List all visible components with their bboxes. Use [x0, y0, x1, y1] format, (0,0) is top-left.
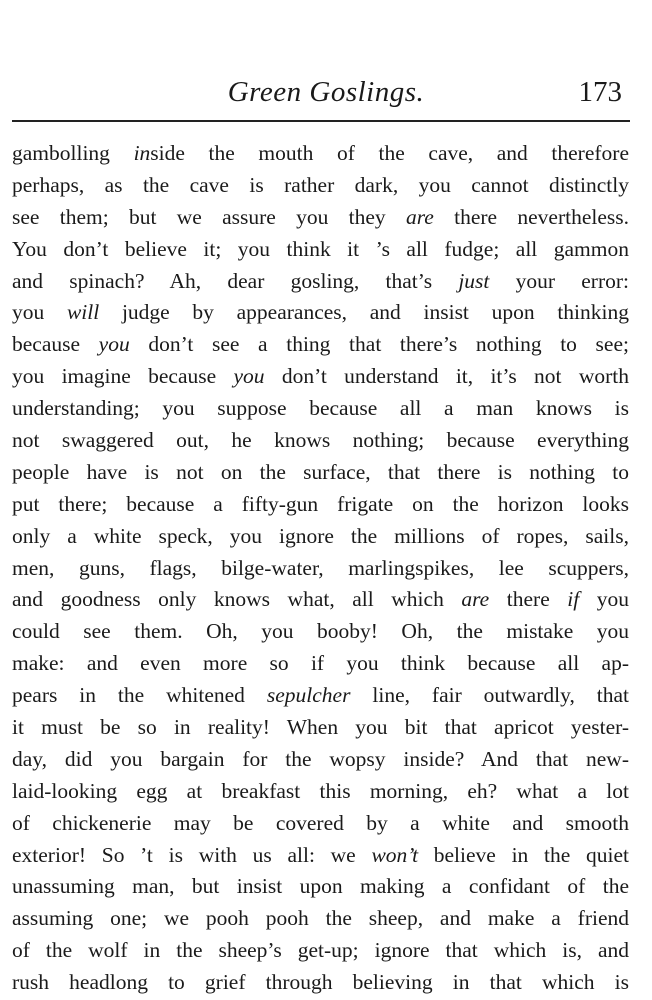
text-line — [12, 616, 629, 648]
text-segment: assuming one; we pooh pooh the sheep, and make a friend — [12, 906, 629, 931]
italic-text: won’t — [371, 842, 419, 867]
italic-text: just — [458, 268, 490, 293]
text-segment: you — [12, 300, 67, 325]
text-line — [12, 202, 629, 234]
text-line — [12, 266, 629, 298]
text-line — [12, 521, 629, 553]
text-line — [12, 776, 629, 808]
text-segment: and spinach? Ah, dear gosling, that’s — [12, 268, 459, 293]
text-line — [12, 393, 629, 425]
text-segment: there — [489, 587, 568, 612]
text-segment: pears in the whitened — [12, 683, 267, 708]
text-segment: put there; because a fifty-gun frigate on the horizon looks — [12, 491, 629, 516]
text-line — [12, 297, 629, 329]
text-segment: understanding; you suppose because all a man knows is — [12, 396, 629, 421]
text-line — [12, 648, 629, 680]
text-segment: only a white speck, you ignore the millions of ropes, sails, — [12, 523, 629, 548]
text-segment: side the mouth of the cave, and therefore — [150, 141, 629, 165]
text-segment: don’t understand it, it’s not worth — [264, 364, 629, 389]
text-segment: because — [12, 332, 99, 357]
body-text — [12, 138, 629, 999]
text-segment: your error: — [489, 268, 629, 293]
text-line — [12, 744, 629, 776]
italic-text: if — [567, 587, 580, 612]
text-segment: perhaps, as the cave is rather dark, you cannot distinctly — [12, 172, 629, 197]
text-segment: it must be so in reality! When you bit that apricot yester- — [12, 715, 629, 740]
text-segment: could see them. Oh, you booby! Oh, the mistake you — [12, 619, 629, 644]
text-line — [12, 170, 629, 202]
text-line — [12, 903, 629, 935]
italic-text: you — [233, 364, 265, 389]
page-number: 173 — [578, 76, 622, 108]
text-line — [12, 584, 629, 616]
text-segment: unassuming man, but insist upon making a confidant of the — [12, 874, 629, 899]
text-segment: you imagine because — [12, 364, 234, 389]
text-segment: people have is not on the surface, that there is nothing to — [12, 459, 629, 484]
text-line — [12, 680, 629, 712]
text-line — [12, 808, 629, 840]
text-line — [12, 840, 629, 872]
italic-text: you — [98, 332, 130, 357]
italic-text: are — [461, 587, 490, 612]
text-segment: make: and even more so if you think because all ap- — [12, 651, 629, 676]
text-segment: don’t see a thing that there’s nothing to see; — [129, 332, 629, 357]
text-line — [12, 712, 629, 744]
text-segment: exterior! So ’t is with us all: we — [12, 842, 372, 867]
text-segment: men, guns, flags, bilge-water, marlingspikes, lee scuppers, — [12, 555, 629, 580]
italic-text: are — [405, 204, 434, 229]
text-segment: see them; but we assure you they — [12, 204, 406, 229]
italic-text: will — [66, 300, 100, 325]
text-line — [12, 425, 629, 457]
text-segment: judge by appearances, and insist upon thinking — [99, 300, 629, 325]
text-segment: there nevertheless. — [433, 204, 629, 229]
text-segment: day, did you bargain for the wopsy inside? And that new- — [12, 746, 629, 771]
text-line — [12, 935, 629, 967]
text-line — [12, 329, 629, 361]
text-segment: not swaggered out, he knows nothing; because everything — [12, 428, 629, 453]
text-segment: line, fair outwardly, that — [350, 683, 629, 708]
header-rule — [12, 120, 630, 122]
page-header — [12, 76, 640, 116]
text-segment: rush headlong to grief through believing in that which is — [12, 970, 629, 995]
text-line — [12, 361, 629, 393]
text-segment: You don’t believe it; you think it ’s all fudge; all gammon — [12, 236, 629, 261]
text-segment: gambolling — [12, 141, 134, 165]
text-line — [12, 457, 629, 489]
text-line — [12, 234, 629, 266]
text-segment: believe in the quiet — [418, 842, 629, 867]
italic-text: in — [133, 141, 151, 165]
text-line — [12, 871, 629, 903]
italic-text: sepulcher — [266, 683, 351, 708]
text-line — [12, 489, 629, 521]
text-line — [12, 553, 629, 585]
text-line — [12, 138, 629, 170]
running-title: Green Goslings. — [227, 76, 425, 108]
text-segment: of the wolf in the sheep’s get-up; ignore that which is, and — [12, 938, 629, 963]
text-segment: laid-looking egg at breakfast this morning, eh? what a lot — [12, 778, 629, 803]
text-line — [12, 967, 629, 999]
text-segment: of chickenerie may be covered by a white and smooth — [12, 810, 629, 835]
text-segment: and goodness only knows what, all which — [12, 587, 462, 612]
text-segment: you — [579, 587, 629, 612]
